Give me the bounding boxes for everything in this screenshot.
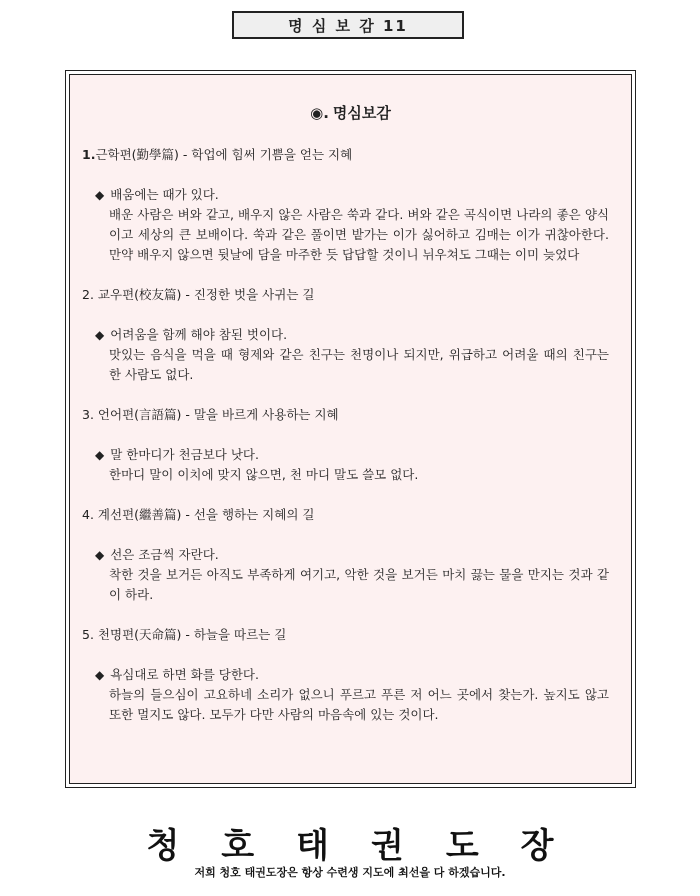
section-title <box>82 625 609 645</box>
quote-text: 욕심대로 하면 화를 당한다. <box>110 667 259 682</box>
section-5 <box>82 625 609 725</box>
section-title <box>82 505 609 525</box>
section-explanation: 맛있는 음식을 먹을 때 형제와 같은 친구는 천명이나 되지만, 위급하고 어려울 때의 친구는 한 사람도 없다. <box>109 347 609 382</box>
section-number: 5. <box>82 627 94 642</box>
section-title-text: 근학편(勤學篇) - 학업에 힘써 기쁨을 얻는 지혜 <box>95 147 353 162</box>
dojang-slogan: 저희 청호 태권도장은 항상 수련생 지도에 최선을 다 하겠습니다. <box>194 866 506 879</box>
section-quote <box>82 445 609 465</box>
content-heading <box>70 102 631 123</box>
section-2 <box>82 285 609 385</box>
quote-text: 배움에는 때가 있다. <box>110 187 219 202</box>
section-quote <box>82 545 609 565</box>
section-4 <box>82 505 609 605</box>
section-number: 2. <box>82 287 94 302</box>
section-title-text: 언어편(言語篇) - 말을 바르게 사용하는 지혜 <box>97 407 339 422</box>
content-panel <box>69 74 632 784</box>
section-number: 4. <box>82 507 94 522</box>
section-quote <box>82 185 609 205</box>
quote-text: 어려움을 함께 해야 참된 벗이다. <box>110 327 288 342</box>
content-frame <box>65 70 636 788</box>
circle-bullet-icon: ◉. <box>310 104 329 122</box>
section-1 <box>82 145 609 265</box>
dojang-name: 청호태권도장 <box>146 826 596 866</box>
quote-text: 선은 조금씩 자란다. <box>110 547 219 562</box>
quote-text: 말 한마디가 천금보다 낫다. <box>110 447 259 462</box>
section-explanation: 하늘의 들으심이 고요하네 소리가 없으니 푸르고 푸른 저 어느 곳에서 찾는가. 높지도 않고 또한 멀지도 않다. 모두가 다만 사람의 마음속에 있는 것이다. <box>109 687 609 722</box>
content-body <box>82 145 609 745</box>
section-title-text: 계선편(繼善篇) - 선을 행하는 지혜의 길 <box>97 507 315 522</box>
section-title <box>82 405 609 425</box>
section-title <box>82 145 609 165</box>
heading-text: 명심보감 <box>332 104 391 122</box>
page-title: 명 심 보 감 11 <box>232 11 464 39</box>
section-number: 3. <box>82 407 94 422</box>
section-title-text: 천명편(天命篇) - 하늘을 따르는 길 <box>97 627 287 642</box>
diamond-icon: ◆ <box>95 548 105 562</box>
diamond-icon: ◆ <box>95 448 105 462</box>
diamond-icon: ◆ <box>95 188 105 202</box>
section-quote <box>82 665 609 685</box>
section-explanation: 한마디 말이 이치에 맞지 않으면, 천 마디 말도 쓸모 없다. <box>109 467 419 482</box>
section-number: 1. <box>82 147 96 162</box>
diamond-icon: ◆ <box>95 328 105 342</box>
section-3 <box>82 405 609 485</box>
section-title-text: 교우편(校友篇) - 진정한 벗을 사귀는 길 <box>97 287 315 302</box>
diamond-icon: ◆ <box>95 668 105 682</box>
section-explanation: 배운 사람은 벼와 같고, 배우지 않은 사람은 쑥과 같다. 벼와 같은 곡식이면 나라의 좋은 양식이고 세상의 큰 보배이다. 쑥과 같은 풀이면 밭가는 이가 싫어하고 김매는 이가 귀찮아한다. 만약 배우지 않으면 뒷날에 담을 마주한 듯 답답할 것이니 뉘우쳐도 그때는 이미 늦었다 <box>109 207 609 262</box>
section-explanation: 착한 것을 보거든 아직도 부족하게 여기고, 악한 것을 보거든 마치 끓는 물을 만지는 것과 같이 하라. <box>109 567 609 602</box>
section-quote <box>82 325 609 345</box>
section-title <box>82 285 609 305</box>
